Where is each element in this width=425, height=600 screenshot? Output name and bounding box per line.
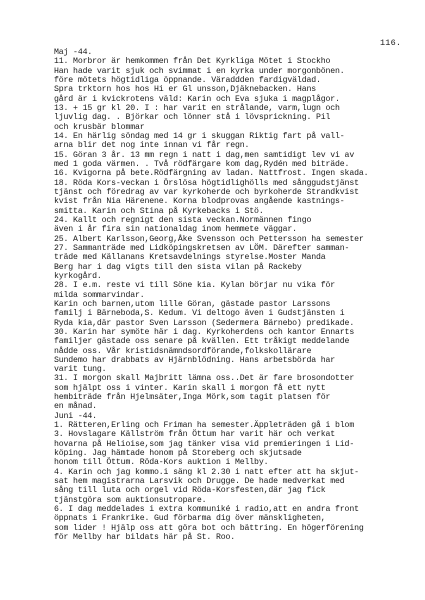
diary-line: kvist från Nia Härenene. Korna blodprovas angående kastnings- [54,197,345,207]
diary-line: kyrkogård. [54,271,102,281]
diary-line: 15. Göran 3 år. 13 mm regn i natt i dag,men samtidigt lev vi av [54,150,355,160]
diary-line: Han hade varit sjuk och svimmat i en kyrka under morgonbönen. [54,66,345,76]
diary-line: Karin och barnen,utom lille Göran, gästade pastor Larssons [54,299,331,309]
diary-line: sång till luta och orgel vid Röda-Korsfesten,där jag fick [54,486,326,496]
diary-line: en månad. [54,402,97,412]
diary-line: 31. I morgon skall Majbritt lämna oss..Det är fare brosondotter [54,374,355,384]
diary-line: som hjälpt oss i vinter. Karin skall i morgon få ett nytt [54,383,326,393]
diary-line: köping. Jag hämtade honom på Storeberg och skjutsade [54,449,302,459]
diary-line: Berg har i dag vigts till den sista vilan på Rackeby [54,262,302,272]
diary-line: smitta. Karin och Stina på Kyrkebacks i Stö. [54,206,264,216]
page-number: 116. [380,38,402,48]
diary-line: Maj -44. [54,48,93,57]
diary-line: träde med Källanans Kretsavdelnings styrelse.Moster Manda [54,253,326,263]
diary-line: familjer gästade oss senare på kvällen. Ett tråkigt meddelande [54,337,350,347]
diary-line: 13. + 15 gr kl 20. I : har varit en strålande, varm,lugn och [54,103,340,113]
diary-line: 6. I dag meddelades i extra kommuniké i radio,att en andra front [54,505,359,515]
diary-line: sat hem magistrarna Larsvik och Drugge. De hade medverkat med [54,477,345,487]
diary-line: familj i Bärneboda,S. Kedum. Vi deltogo även i Gudstjänsten i [54,309,345,319]
diary-line: och krusbär blommar [54,122,145,132]
diary-line: 14. En härlig söndag med 14 gr i skuggan Riktig fart på vall- [54,131,345,141]
diary-line: även i år fira sin nationaldag inom hemmete väggar. [54,225,297,235]
diary-line: 16. Kvigorna på bete.Rödfärgning av ladan. Nattfrost. Ingen skada. [54,169,369,179]
diary-line: 11. Morbror är hemkommen från Det Kyrkliga Mötet i Stockho [54,57,331,67]
diary-line: hembiträde från Hjelmsäter,Inga Mörk,som tagit platsen för [54,393,331,403]
diary-line: 1. Rätteren,Erling och Friman ha semester.Äppleträden gå i blom [54,421,355,431]
diary-line: Juni -44. [54,411,97,421]
diary-line: arna blir det nog inte innan vi får regn. [54,141,250,151]
diary-line: 30. Karin har symöte här i dag. Kyrkoherdens och kantor Ennarts [54,327,355,337]
diary-line: 25. Albert Karlsson,Georg,Åke Svensson och Pettersson ha semester [54,234,364,244]
diary-line: 3. Hovslagare Källström från Öttum har varit här och verkat [54,430,336,440]
diary-line: Spra trktorn hos hos Hi er Gl unsson,Djäknebacken. Hans [54,85,316,95]
diary-text [54,48,419,542]
diary-line: ljuvlig dag. . Björkar och lönner stå i lövsprickning. Pil [54,113,331,123]
diary-line: 4. Karin och jag kommo.i säng kl 2.30 i natt efter att ha skjut- [54,467,359,477]
diary-line: för Mellby har bildats här på St. Roo. [54,533,236,543]
diary-line: 27. Sammanträde med Lidköpingskretsen av LÖM. Därefter samman- [54,243,350,253]
diary-line: tjänst och föredrag av var kyrkoherde och byrkoherde Strandkvist [54,187,359,197]
diary-line: varit tung. [54,365,107,375]
diary-line: 18. Röda Kors-veckan i Örslösa högtidlighölls med sånggudstjänst [54,178,359,188]
diary-line: Ryda kia,där pastor Sven Larsson (Sedermera Bärnebo) predikade. [54,318,355,328]
diary-line: milda sommarvindar. [54,290,145,300]
diary-line: honom till Öttum. Röda-Kors auktion i Mellby. [54,458,269,468]
diary-line: öppnats i Frankrike. Gud förbarma dig över mänskligheten, [54,514,326,524]
diary-line: nådde oss. Vår kristidsnämndsordförande,folkskollärare [54,346,312,356]
diary-line: före mötets högtidliga öppnande. Väraddden fardigväldad. [54,75,321,85]
diary-line: hovarna på Helioise,som jag tänker visa vid premieringen i Lid- [54,439,355,449]
diary-line: 24. Kallt och regnigt den sista veckan.Normännen fingo [54,215,312,225]
diary-line: tjänstgöra som auktionsutropare. [54,495,207,505]
diary-line: 28. I e.m. reste vi till Söne kia. Kylan börjar nu vika för [54,281,336,291]
diary-line: som lider ! Hjälp oss att göra bot och bättring. En högerförening [54,523,364,533]
diary-line: med 1 goda värmen. . Två rödfärgare kom dag,Rydén med biträde. [54,159,350,169]
diary-line: Sundemo har drabbats av Hjärnblödning. Hans arbetsbörda har [54,355,336,365]
diary-line: gård är i kvickrotens väld: Karin och Eva sjuka i magplågor. [54,94,340,104]
